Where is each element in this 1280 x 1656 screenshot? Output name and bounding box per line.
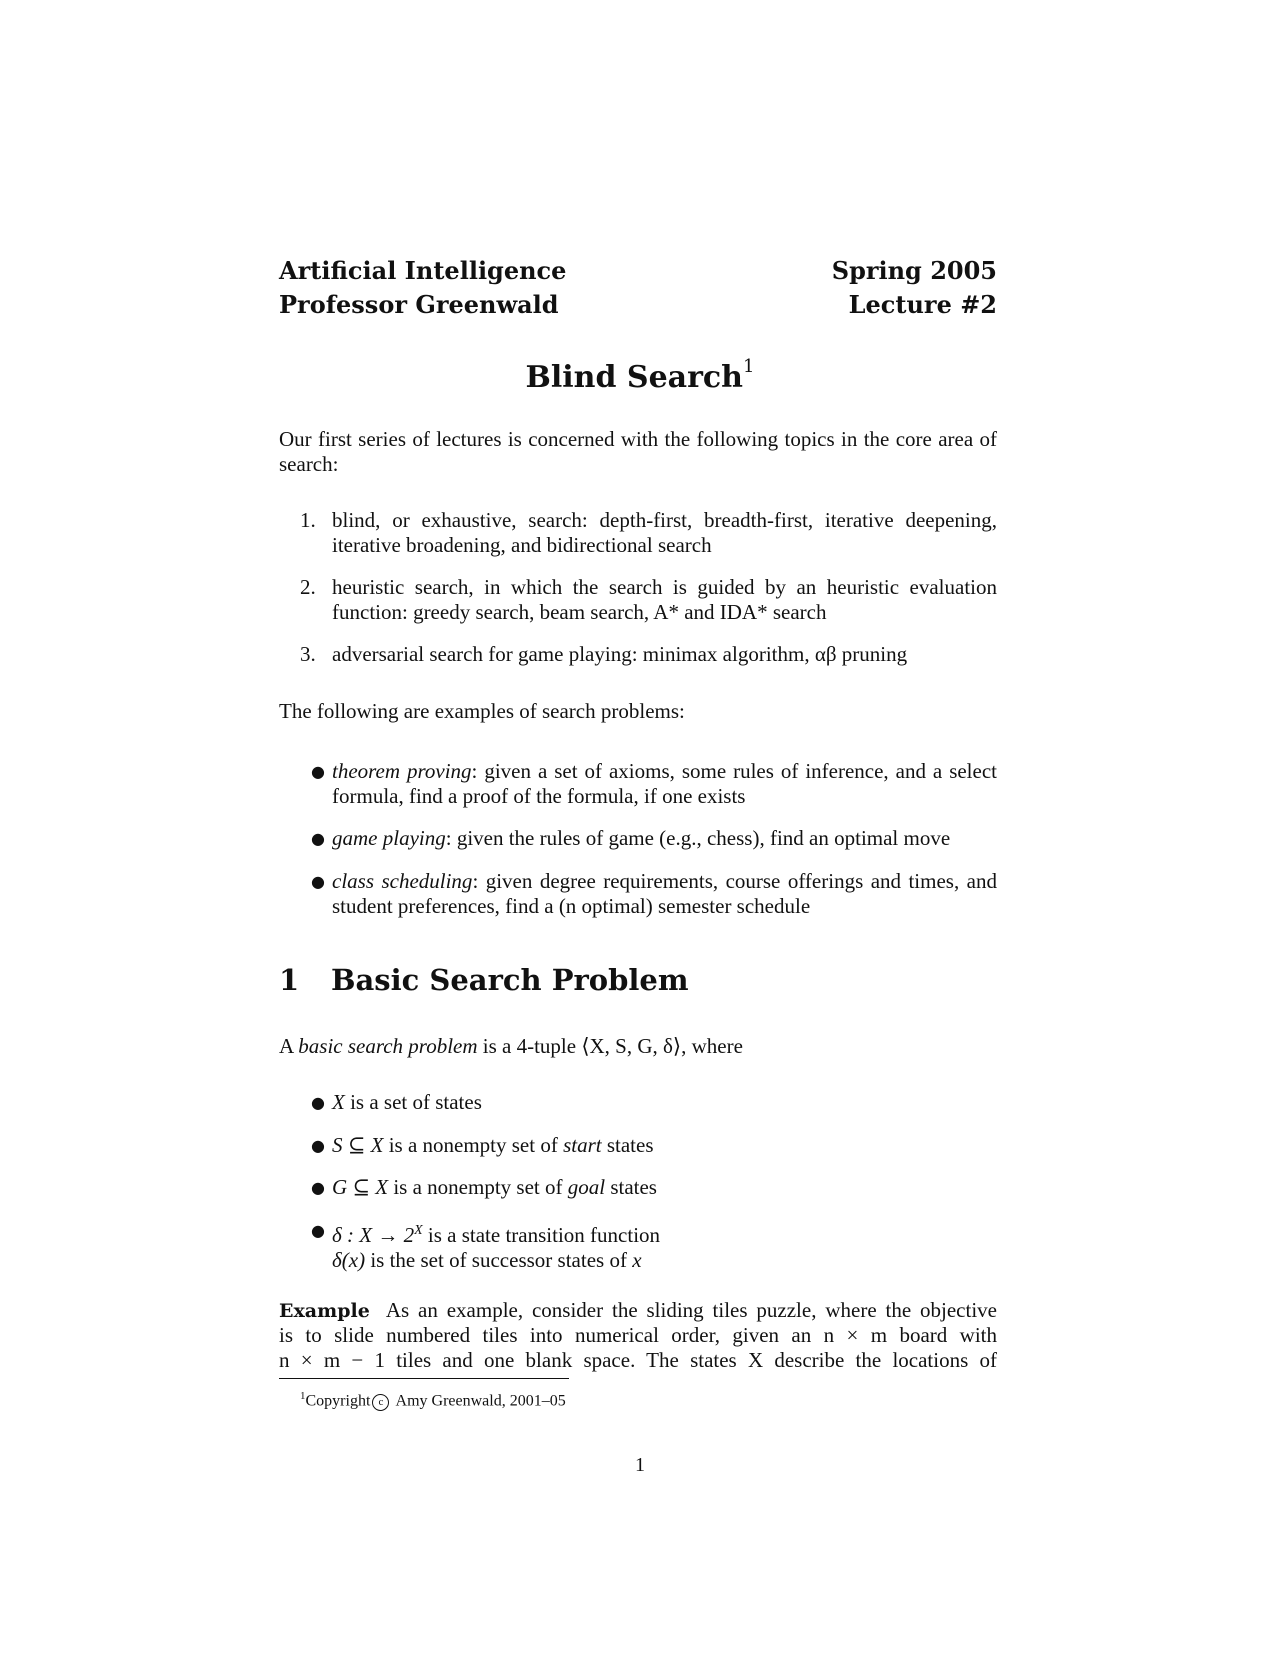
def-item-transition [332, 1218, 997, 1273]
page-number: 1 [635, 1454, 645, 1476]
example-text: : given degree requirements, course offerings and times, and student preferences, find a (n optimal) semester schedule [332, 869, 997, 918]
footnote-divider [279, 1378, 569, 1379]
def-item-goal [332, 1175, 997, 1200]
course-name: Artificial Intelligence [279, 256, 567, 285]
definition-term: basic search problem [298, 1034, 478, 1058]
def-item-start [332, 1133, 997, 1158]
def-emphasis: goal [567, 1175, 606, 1199]
bullet-icon: ● [311, 1178, 325, 1197]
topic-number-1: 1. [300, 508, 316, 532]
copyright-icon: c [372, 1394, 389, 1411]
topic-item-3: adversarial search for game playing: minimax algorithm, αβ pruning [332, 642, 908, 666]
definition-prefix: A [279, 1034, 299, 1058]
math-expr: x [632, 1248, 642, 1272]
math-superscript: X [414, 1223, 423, 1238]
example-text: : given the rules of game (e.g., chess), find an optimal move [445, 826, 951, 850]
def-text: states [601, 1133, 654, 1157]
def-text: is the set of successor states of [365, 1248, 633, 1272]
title-text: Blind Search [525, 360, 743, 395]
def-item-states [332, 1090, 997, 1115]
document-title [0, 356, 1280, 395]
example-line-1 [279, 1298, 997, 1324]
def-text: is a nonempty set of [383, 1133, 564, 1157]
example-term: class scheduling [332, 869, 473, 893]
professor-name: Professor Greenwald [279, 290, 559, 319]
section-number: 1 [279, 963, 300, 997]
lecture-number: Lecture #2 [848, 290, 997, 319]
math-expr: G ⊆ X [332, 1175, 389, 1199]
definition-suffix: is a 4-tuple ⟨X, S, G, δ⟩, where [477, 1034, 743, 1058]
def-text: is a state transition function [422, 1223, 661, 1247]
def-text: is a nonempty set of [388, 1175, 568, 1199]
def-emphasis: start [563, 1133, 602, 1157]
topic-number-2: 2. [300, 575, 316, 599]
term: Spring 2005 [831, 256, 997, 285]
def-text: states [605, 1175, 657, 1199]
math-expr: δ(x) [332, 1248, 366, 1272]
bullet-icon: ● [311, 762, 325, 781]
example-item-class-scheduling [332, 869, 997, 919]
def-text: is a set of states [344, 1090, 482, 1114]
topic-item-1: blind, or exhaustive, search: depth-first, breadth-first, iterative deepening, iterative broadening, and bidirectional search [332, 508, 997, 557]
example-text: : given a set of axioms, some rules of inference, and a select formula, find a proof of the formula, if one exists [332, 759, 997, 808]
section-title: Basic Search Problem [331, 963, 689, 997]
topic-number-3: 3. [300, 642, 316, 666]
bullet-icon: ● [311, 829, 325, 848]
math-expr: S ⊆ X [332, 1133, 384, 1157]
title-footnote-mark: 1 [743, 356, 755, 377]
example-text: As an example, consider the sliding tiles puzzle, where the objective [385, 1298, 997, 1322]
footnote-mark: 1 [300, 1390, 306, 1402]
topic-item-2: heuristic search, in which the search is guided by an heuristic evaluation function: greedy search, beam search, A* and IDA* search [332, 575, 997, 624]
example-line-3: n × m − 1 tiles and one blank space. The states X describe the locations of [279, 1348, 997, 1372]
bullet-icon: ● [311, 1221, 325, 1240]
footnote-prefix: Copyright [305, 1392, 371, 1410]
example-item-game-playing [332, 826, 997, 851]
example-label: Example [279, 1300, 370, 1322]
example-term: game playing [332, 826, 446, 850]
examples-lead: The following are examples of search problems: [279, 699, 685, 723]
math-expr: δ : X → 2 [332, 1223, 415, 1247]
example-term: theorem proving [332, 759, 472, 783]
example-item-theorem-proving [332, 759, 997, 809]
bullet-icon: ● [311, 1136, 325, 1155]
intro-paragraph: Our first series of lectures is concerned with the following topics in the core area of search: [279, 427, 997, 476]
bullet-icon: ● [311, 1093, 325, 1112]
definition-line [279, 1034, 743, 1059]
footnote-text: Amy Greenwald, 2001–05 [392, 1392, 566, 1410]
footnote [300, 1390, 566, 1411]
math-expr: X [332, 1090, 345, 1114]
bullet-icon: ● [311, 872, 325, 891]
example-line-2: is to slide numbered tiles into numerical order, given an n × m board with [279, 1323, 997, 1347]
